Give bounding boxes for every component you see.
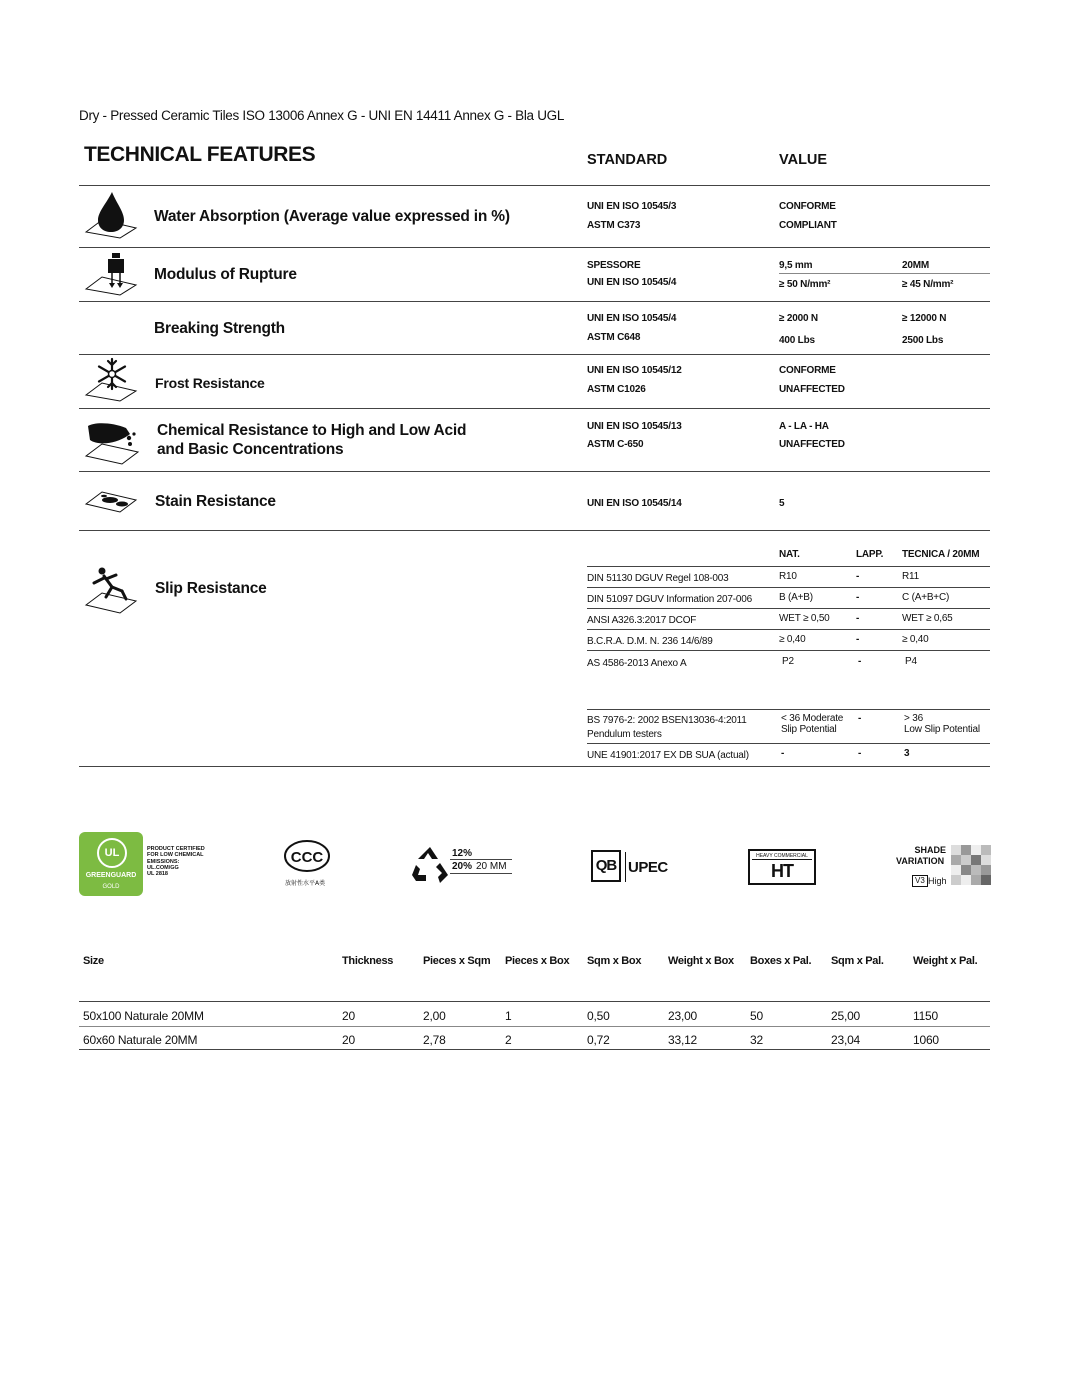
shade-code: V3 xyxy=(912,875,928,887)
recycle-divider xyxy=(450,859,512,860)
divider xyxy=(79,1001,990,1002)
document-subtitle: Dry - Pressed Ceramic Tiles ISO 13006 Annex G - UNI EN 14411 Annex G - Bla UGL xyxy=(79,108,565,123)
divider xyxy=(587,650,990,651)
prod-header-sqm-pal: Sqm x Pal. xyxy=(831,955,884,967)
slip-col-tecnica: TECNICA / 20MM xyxy=(902,549,980,560)
ccc-caption: 放射性水平A类 xyxy=(285,880,326,887)
cell-weight-pal: 1150 xyxy=(913,1009,939,1023)
divider xyxy=(79,530,990,531)
frost-value-1: CONFORME xyxy=(779,365,836,376)
frost-standard-2: ASTM C1026 xyxy=(587,384,646,395)
qb-mark: QB xyxy=(591,850,621,882)
recycle-divider xyxy=(450,873,512,874)
cell-weight-box: 33,12 xyxy=(668,1033,698,1047)
shade-label-1: SHADE xyxy=(914,845,946,855)
svg-text:CCC: CCC xyxy=(290,849,324,866)
feature-frost-resistance: Frost Resistance xyxy=(155,375,265,391)
slip-row-5-lapp: - xyxy=(858,656,862,667)
slip-bs-nat-1: < 36 Moderate xyxy=(781,713,844,724)
cell-pieces-box: 2 xyxy=(505,1033,512,1047)
slip-une-std: UNE 41901:2017 EX DB SUA (actual) xyxy=(587,750,749,761)
shade-level: High xyxy=(928,876,947,886)
snowflake-icon xyxy=(82,357,138,405)
slip-bs-std-1: BS 7976-2: 2002 BSEN13036-4:2011 xyxy=(587,715,747,726)
standard-column-header: STANDARD xyxy=(587,152,668,168)
rupture-standard-2: UNI EN ISO 10545/4 xyxy=(587,277,677,288)
breaking-value-a-1: ≥ 2000 N xyxy=(779,313,818,324)
water-standard-2: ASTM C373 xyxy=(587,220,641,231)
water-drop-icon xyxy=(82,188,138,240)
shade-variation-swatch-icon xyxy=(951,845,991,885)
breaking-value-a-2: 400 Lbs xyxy=(779,335,815,346)
slip-row-4-tec: ≥ 0,40 xyxy=(902,634,929,645)
ht-badge: HEAVY COMMERCIAL HT xyxy=(748,849,816,885)
water-value-2: COMPLIANT xyxy=(779,220,837,231)
slip-person-icon xyxy=(82,565,138,617)
header-divider xyxy=(79,185,990,186)
ccc-mark-icon xyxy=(283,840,331,876)
chemical-standard-2: ASTM C-650 xyxy=(587,439,644,450)
breaking-standard-1: UNI EN ISO 10545/4 xyxy=(587,313,677,324)
cell-thickness: 20 xyxy=(342,1009,355,1023)
prod-header-size: Size xyxy=(83,955,104,967)
upec-divider xyxy=(625,852,626,882)
cell-pieces-sqm: 2,78 xyxy=(423,1033,446,1047)
slip-une-tec: 3 xyxy=(904,748,910,759)
slip-row-4-std: B.C.R.A. D.M. N. 236 14/6/89 xyxy=(587,636,713,647)
slip-row-1-std: DIN 51130 DGUV Regel 108-003 xyxy=(587,573,729,584)
water-value-1: CONFORME xyxy=(779,201,836,212)
cell-sqm-pal: 25,00 xyxy=(831,1009,861,1023)
slip-row-5-tec: P4 xyxy=(905,656,917,667)
slip-row-1-nat: R10 xyxy=(779,571,797,582)
rupture-test-icon xyxy=(82,251,138,299)
slip-row-3-lapp: - xyxy=(856,613,860,624)
prod-header-pieces-box: Pieces x Box xyxy=(505,955,570,967)
slip-une-lapp: - xyxy=(858,748,862,759)
greenguard-text: PRODUCT CERTIFIED FOR LOW CHEMICAL EMISSIONS: UL.COM/GG UL 2818 xyxy=(147,846,205,878)
water-standard-1: UNI EN ISO 10545/3 xyxy=(587,201,677,212)
cell-pieces-sqm: 2,00 xyxy=(423,1009,446,1023)
cell-boxes-pal: 32 xyxy=(750,1033,763,1047)
divider xyxy=(79,1049,990,1050)
recycle-pct-2: 20% xyxy=(452,861,473,872)
rupture-value-a-1: 9,5 mm xyxy=(779,260,813,271)
prod-header-weight-box: Weight x Box xyxy=(668,955,734,967)
feature-chemical-resistance-line-1: Chemical Resistance to High and Low Acid xyxy=(157,422,467,439)
divider xyxy=(79,1026,990,1027)
divider xyxy=(79,247,990,248)
slip-row-2-tec: C (A+B+C) xyxy=(902,592,950,603)
chemical-pour-icon xyxy=(82,414,142,466)
greenguard-level: GOLD xyxy=(102,884,120,890)
frost-standard-1: UNI EN ISO 10545/12 xyxy=(587,365,682,376)
divider xyxy=(79,408,990,409)
prod-header-weight-pal: Weight x Pal. xyxy=(913,955,978,967)
slip-bs-lapp: - xyxy=(858,713,862,724)
feature-water-absorption: Water Absorption (Average value expressed in %) xyxy=(154,208,510,225)
divider xyxy=(587,629,990,630)
divider xyxy=(79,471,990,472)
cell-size: 50x100 Naturale 20MM xyxy=(83,1009,204,1023)
cell-pieces-box: 1 xyxy=(505,1009,512,1023)
slip-bs-tec-2: Low Slip Potential xyxy=(904,724,980,735)
breaking-value-b-1: ≥ 12000 N xyxy=(902,313,947,324)
slip-row-3-std: ANSI A326.3:2017 DCOF xyxy=(587,615,697,626)
feature-stain-resistance: Stain Resistance xyxy=(155,493,276,510)
stain-icon xyxy=(82,482,138,518)
divider xyxy=(79,354,990,355)
cell-sqm-box: 0,72 xyxy=(587,1033,610,1047)
slip-bs-std-2: Pendulum testers xyxy=(587,729,662,740)
ul-logo: UL xyxy=(97,838,127,868)
chemical-value-2: UNAFFECTED xyxy=(779,439,845,450)
rupture-value-a-2: ≥ 50 N/mm² xyxy=(779,279,831,290)
slip-row-2-lapp: - xyxy=(856,592,860,603)
slip-bs-nat-2: Slip Potential xyxy=(781,724,837,735)
prod-header-boxes-pal: Boxes x Pal. xyxy=(750,955,812,967)
stain-value-1: 5 xyxy=(779,498,785,509)
breaking-value-b-2: 2500 Lbs xyxy=(902,335,944,346)
cell-size: 60x60 Naturale 20MM xyxy=(83,1033,198,1047)
prod-header-sqm-box: Sqm x Box xyxy=(587,955,642,967)
cell-thickness: 20 xyxy=(342,1033,355,1047)
cell-weight-pal: 1060 xyxy=(913,1033,939,1047)
divider xyxy=(779,273,990,274)
recycle-pct-1: 12% xyxy=(452,848,473,859)
slip-row-1-lapp: - xyxy=(856,571,860,582)
divider xyxy=(587,566,990,567)
divider xyxy=(587,709,990,710)
feature-modulus-of-rupture: Modulus of Rupture xyxy=(154,266,297,283)
breaking-standard-2: ASTM C648 xyxy=(587,332,641,343)
cell-boxes-pal: 50 xyxy=(750,1009,763,1023)
shade-label-2: VARIATION xyxy=(896,856,945,866)
slip-row-3-tec: WET ≥ 0,65 xyxy=(902,613,953,624)
feature-slip-resistance: Slip Resistance xyxy=(155,580,267,597)
slip-row-4-lapp: - xyxy=(856,634,860,645)
slip-row-4-nat: ≥ 0,40 xyxy=(779,634,806,645)
greenguard-band: GREENGUARD xyxy=(85,872,137,879)
cell-sqm-box: 0,50 xyxy=(587,1009,610,1023)
slip-col-nat: NAT. xyxy=(779,549,800,560)
rupture-standard-1: SPESSORE xyxy=(587,260,641,271)
greenguard-badge xyxy=(79,832,143,896)
frost-value-2: UNAFFECTED xyxy=(779,384,845,395)
feature-breaking-strength: Breaking Strength xyxy=(154,320,285,337)
cell-sqm-pal: 23,04 xyxy=(831,1033,861,1047)
page-title: TECHNICAL FEATURES xyxy=(84,143,316,166)
rupture-value-b-2: ≥ 45 N/mm² xyxy=(902,279,954,290)
prod-header-pieces-sqm: Pieces x Sqm xyxy=(423,955,491,967)
cell-weight-box: 23,00 xyxy=(668,1009,698,1023)
slip-row-5-std: AS 4586-2013 Anexo A xyxy=(587,658,687,669)
feature-chemical-resistance-line-2: and Basic Concentrations xyxy=(157,441,344,458)
slip-bs-tec-1: > 36 xyxy=(904,713,923,724)
slip-row-2-nat: B (A+B) xyxy=(779,592,813,603)
chemical-standard-1: UNI EN ISO 10545/13 xyxy=(587,421,682,432)
slip-une-nat: - xyxy=(781,748,785,759)
divider xyxy=(587,743,990,744)
slip-col-lapp: LAPP. xyxy=(856,549,884,560)
recycle-pct-2-note: 20 MM xyxy=(476,861,507,872)
prod-header-thickness: Thickness xyxy=(342,955,394,967)
slip-row-5-nat: P2 xyxy=(782,656,794,667)
upec-label: UPEC xyxy=(628,859,668,876)
stain-standard-1: UNI EN ISO 10545/14 xyxy=(587,498,682,509)
divider xyxy=(79,766,990,767)
recycle-icon xyxy=(410,845,450,885)
value-column-header: VALUE xyxy=(779,152,828,168)
rupture-value-b-1: 20MM xyxy=(902,260,929,271)
slip-row-3-nat: WET ≥ 0,50 xyxy=(779,613,830,624)
chemical-value-1: A - LA - HA xyxy=(779,421,829,432)
slip-row-2-std: DIN 51097 DGUV Information 207-006 xyxy=(587,594,752,605)
divider xyxy=(79,301,990,302)
divider xyxy=(587,608,990,609)
slip-row-1-tec: R11 xyxy=(902,571,920,582)
divider xyxy=(587,587,990,588)
